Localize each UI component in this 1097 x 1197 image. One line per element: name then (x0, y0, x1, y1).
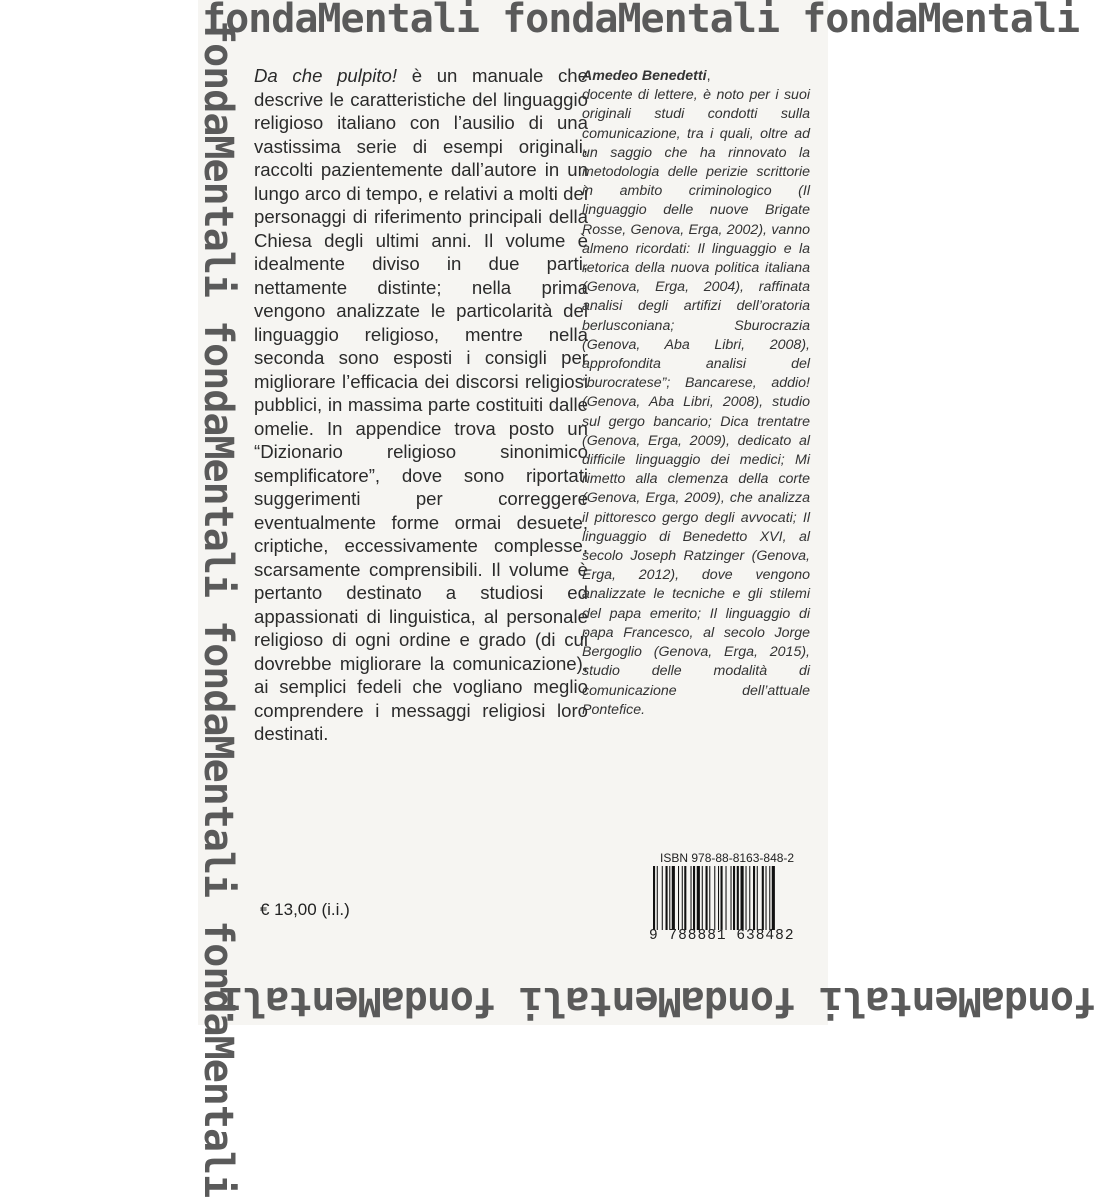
book-title: Da che pulpito! (254, 65, 398, 86)
series-band-top: fondaMentali fondaMentali fondaMentali (202, 0, 1080, 42)
author-bio: docente di lettere, è noto per i suoi originali studi condotti sulla comunicazione, tra i quali, oltre ad un saggio che ha rinnovato la metodologia delle perizie scrittorie in ambito criminologico (Il linguaggio delle nuove Brigate Rosse, Genova, Erga, 2002), vanno almeno ricordati: Il linguaggio e la retorica della nuova politica italiana (Genova, Erga, 2004), raffinata analisi degli artifizi dell’oratoria berlusconiana; Sburocrazia (Genova, Aba Libri, 2008), approfondita analisi del “burocratese”; Bancarese, addio! (Genova, Aba Libri, 2008), studio sul gergo bancario; Dica trentatre (Genova, Erga, 2009), dedicato al difficile linguaggio dei medici; Mi rimetto alla clemenza della corte (Genova, Erga, 2009), che analizza il pittoresco gergo degli avvocati; Il linguaggio di Benedetto XVI, al secolo Joseph Ratzinger (Genova, Erga, 2012), dove vengono analizzate le tecniche e gli stilemi del papa emerito; Il linguaggio di papa Francesco, al secolo Jorge Bergoglio (Genova, Erga, 2015), studio delle modalità di comunicazione dell’attuale Pontefice. (582, 87, 810, 718)
series-band-bottom: fondaMentali fondaMentali fondaMentali (220, 978, 1097, 1024)
isbn-digits: 9 788881 638482 (649, 928, 795, 944)
barcode-image (651, 866, 811, 930)
book-back-cover (195, 0, 1097, 1197)
author-name-suffix: , (706, 68, 711, 84)
author-bio-block (582, 67, 810, 720)
book-description (254, 64, 588, 746)
series-band-left: fondaMentali fondaMentali fondaMentali fondaMentali (195, 20, 241, 1197)
description-text: è un manuale che descrive le caratteristiche del linguaggio religioso italiano con l’ausilio di una vastissima serie di esempi originali, raccolti pazientemente dall’autore in un lungo arco di tempo, e relativi a molti dei personaggi di riferimento principali della Chiesa degli ultimi anni. Il volume è idealmente diviso in due parti, nettamente distinte; nella prima vengono analizzate le particolarità del linguaggio religioso, mentre nella seconda sono esposti i consigli per migliorare l’efficacia dei discorsi religiosi pubblici, in massima parte costituiti dalle omelie. In appendice trova posto un “Dizionario religioso sinonimico semplificatore”, dove sono riportati suggerimenti per correggere eventualmente forme ormai desuete, criptiche, eccessivamente complesse, scarsamente comprensibili. Il volume è pertanto destinato a studiosi ed appassionati di linguistica, al personale religioso di ogni ordine e grado (di cui dovrebbe migliorare la comunicazione), ai semplici fedeli che vogliano meglio comprendere i messaggi religiosi loro destinati. (254, 65, 588, 744)
author-name: Amedeo Benedetti (582, 68, 707, 84)
isbn-label: ISBN 978-88-8163-848-2 (660, 851, 795, 865)
price-label: € 13,00 (i.i.) (260, 900, 350, 919)
